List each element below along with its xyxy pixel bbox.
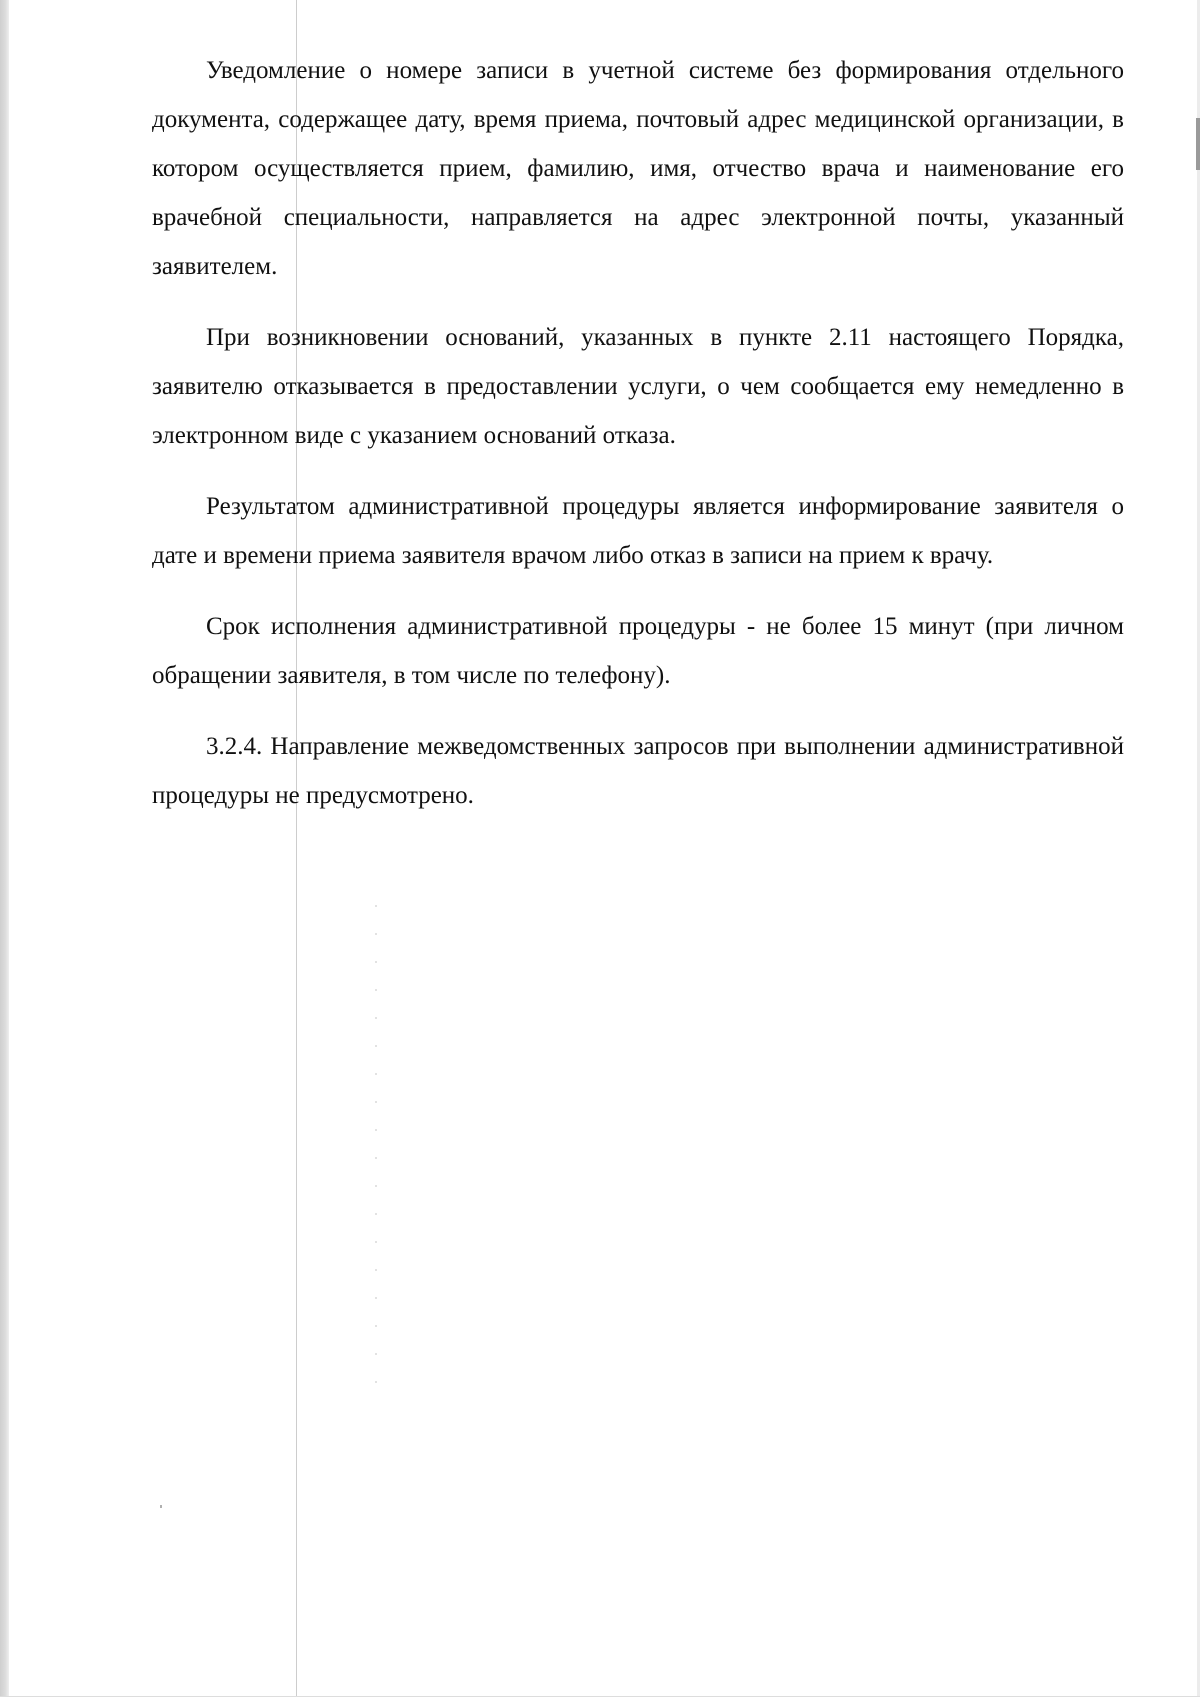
- paragraph-refusal-grounds: При возникновении оснований, указанных в пункте 2.11 настоящего Порядка, заявителю отказывается в предоставлении услуги, о чем сообщается ему немедленно в электронном виде с указанием оснований отказа.: [152, 324, 1124, 449]
- scan-speck: [160, 1505, 162, 1508]
- scan-left-shadow: [0, 0, 9, 1697]
- paragraph-procedure-duration: Срок исполнения административной процедуры - не более 15 минут (при личном обращении заявителя, в том числе по телефону).: [152, 613, 1124, 689]
- paragraph-notification: Уведомление о номере записи в учетной системе без формирования отдельного документа, содержащее дату, время приема, почтовый адрес медицинской организации, в котором осуществляется прием, фамилию, имя, отчество врача и наименование его врачебной специальности, направляется на адрес электронной почты, указанный заявителем.: [152, 57, 1124, 280]
- paragraph-procedure-result: Результатом административной процедуры является информирование заявителя о дате и времени приема заявителя врачом либо отказ в записи на прием к врачу.: [152, 493, 1124, 569]
- document-body: [152, 46, 1124, 842]
- paragraph-interagency-requests: 3.2.4. Направление межведомственных запросов при выполнении административной процедуры не предусмотрено.: [152, 733, 1124, 809]
- scan-dot-artifacts: [375, 905, 377, 1405]
- scan-right-mark: [1196, 118, 1200, 170]
